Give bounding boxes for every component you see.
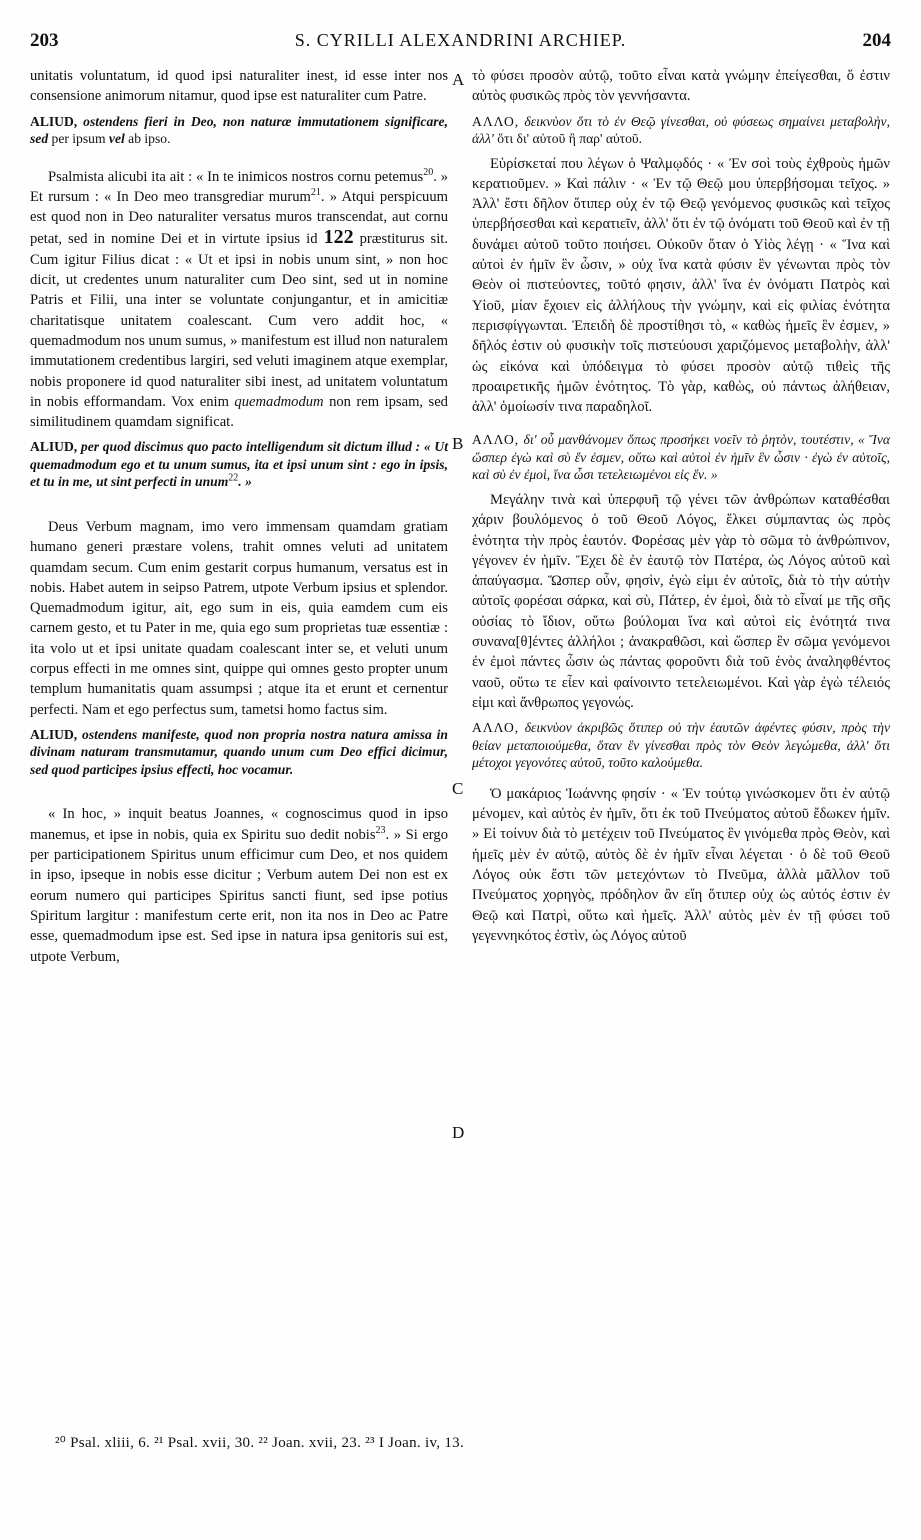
footnote-ref: 23 bbox=[375, 824, 386, 836]
latin-column bbox=[30, 66, 448, 967]
page-number-left: 203 bbox=[30, 30, 59, 51]
margin-marker-d: D bbox=[452, 1123, 465, 1142]
heading-keyword: ΑΛΛΟ, bbox=[472, 720, 520, 736]
latin-paragraph-3: « In hoc, » inquit beatus Joannes, « cognoscimus quod in ipso manemus, et ipse in nobis, quia ex Spiritu suo dedit nobis$^{23}$. » Si ergo per participationem Spiritus unum efficimur cum Deo, et nos quidem in ipso, ipseque in nobis esse dicitur ; Verbum autem Dei non est ex eorum numero qui participes Spiritus sancti fiunt, sed ipse potius Spiritum largitur : manifestum certe erit, non ita nos in Deo ac Patre esse, quemadmodum ipse est. Sed ipse in natura ipsa genitoris sui est, utpote Verbum, bbox=[30, 806, 448, 965]
greek-paragraph-3: Ὁ μακάριος Ἰωάννης φησίν · « Ἐν τούτῳ γινώσκομεν ὅτι ἐν αὐτῷ μένομεν, καὶ αὐτὸς ἐν ἡμῖν, ὅτι ἐκ τοῦ Πνεύματος αὐτοῦ ἔδωκεν ἡμῖν. » Εἰ τοίνυν διὰ τὸ μετέχειν τοῦ Πνεύματος ἓν γινόμεθα πρὸς Θεὸν, καὶ ἡμεῖς μὲν ἐν αὐτῷ, αὐτὸς δὲ ἐν ἡμῖν εἶναι λέγεται · ὁ δὲ τοῦ Θεοῦ Λόγος οὐκ ἔστι τῶν μετεχόντων τὸ Πνεῦμα, ἀλλὰ μᾶλλον τοῦ Πνεύματος χορηγὸς, πρόδηλον ἂν εἴη ὅτιπερ οὐχ ὡς αὐτός ἐστιν ἐν Θεῷ καὶ Πατρὶ, οὕτω καὶ ἡμεῖς. Ἀλλ' αὐτὸς μὲν ἐν τῇ φύσει τοῦ γεγεννηκότος ἐστὶν, ὡς Λόγος αὐτοῦ bbox=[472, 785, 890, 944]
greek-heading-3: ΑΛΛΟ, δεικνὺον ἀκριβῶς ὅτιπερ οὐ τὴν ἑαυτῶν ἀφέντες φύσιν, πρὸς τὴν θείαν μεταποιούμεθα, ὅταν ἓν γίνεσθαι πρὸς τὸν Θεὸν λεγώμεθα, ἀλλ' ὅτι μέτοχοι γεγονότες αὐτοῦ, τοῦτο καλούμεθα. bbox=[472, 720, 890, 771]
greek-heading-2: ΑΛΛΟ, δι' οὗ μανθάνομεν ὅπως προσήκει νοεῖν τὸ ῥητὸν, τουτέστιν, « Ἵνα ὥσπερ ἐγὼ καὶ σὺ ἕν ἐσμεν, οὕτω καὶ αὐτοὶ ἐν ἡμῖν ἓν ὦσιν · ἐγὼ ἐν αὐτοῖς, καὶ σὺ ἐν ἐμοὶ, ἵνα ὦσι τετελειωμένοι εἰς ἕν. » bbox=[472, 432, 890, 483]
footnote-ref: 22 bbox=[228, 472, 239, 484]
margin-marker-c: C bbox=[452, 779, 464, 798]
latin-heading-1: ALIUD, ostendens fieri in Deo, non naturæ immutationem significare, sed per ipsum vel ab ipso. bbox=[30, 113, 448, 147]
footnote-ref: 20 bbox=[423, 166, 434, 178]
greek-heading-1: ΑΛΛΟ, δεικνὺον ὅτι τὸ ἐν Θεῷ γίνεσθαι, οὐ φύσεως σημαίνει μεταβολὴν, ἀλλ' ὅτι δι' αὐτοῦ ἢ παρ' αὐτοῦ. bbox=[472, 113, 890, 147]
latin-paragraph-1: Psalmista alicubi ita ait : « In te inimicos nostros cornu petemus$^{20}$. » Et rursum : « In Deo meo transgrediar murum$^{21}$. » Atqui perspicuum est quod non in Deo naturaliter versatus muros transcendat, aut cornu petat, sed in nomine Dei et in virtute ipsius id 122 præstiturus sit. Cum igitur Filius dicat : « Ut et ipsi in nobis unum sint, » non hoc dicit, ut credentes unum naturaliter cum Deo sint, sed ut in nomine Patris et Filii, una inter se voluntate conjungantur, et in amicitiæ charitatisque unitatem coalescant. Cum vero addit hoc, « quemadmodum nos unum sumus, » manifestum est illud non naturalem immutationem credentibus largiri, sed veluti imaginem atque exemplar, nobis proponere id quod naturaliter sibi inest, ad unitatem voluntatum in nobis efformandam. Vox enim quemadmodum non rem ipsam, sed similitudinem quamdam significat. bbox=[30, 166, 449, 431]
footnote-ref: 21 bbox=[310, 187, 321, 199]
heading-keyword: ΑΛΛΟ, bbox=[472, 432, 520, 448]
latin-paragraph-0: unitatis voluntatum, id quod ipsi naturaliter inest, id esse inter nos consensione animorum nitamur, quod ipse est naturaliter cum Patre. bbox=[30, 68, 448, 105]
greek-column bbox=[472, 66, 890, 946]
footnotes: ²⁰ Psal. xliii, 6. ²¹ Psal. xvii, 30. ²² Joan. xvii, 23. ²³ I Joan. iv, 13. bbox=[55, 1435, 465, 1451]
greek-paragraph-2: Μεγάλην τινὰ καὶ ὑπερφυῆ τῷ γένει τῶν ἀνθρώπων καταθέσθαι χάριν βουλόμενος ὁ τοῦ Θεοῦ Λόγος, ἕλκει σύμπαντας ὡς πρὸς ἑνότητα τὴν πρὸς ἑαυτόν. Φορέσας μὲν γὰρ τὸ σῶμα τὸ ἀνθρώπινον, γέγονεν ἐν ἡμῖν. Ἔχει δὲ ἐν ἑαυτῷ τὸν Πατέρα, ὡς Λόγος αὐτοῦ καὶ ἀπαύγασμα. Ὥσπερ οὖν, φησὶν, ἐγὼ εἰμι ἐν αὐτοῖς, διὰ τὸ τὴν αὐτὴν αὐτοῖς φορέσαι σάρκα, καὶ σὺ, Πάτερ, ἐν ἐμοὶ, διὰ τὸ εἶναί με τῆς σῆς οὐσίας τὸ ἴδιον, οὕτω βούλομαι ἵνα καὶ αὐτοὶ εἰς ἑνότητά τινα συνανα[θ]έντες ἀλλήλοι ; ἀνακραθῶσι, καὶ ὥσπερ ἓν σῶμα γενόμενοι ἐν ἐμοὶ πάντες ὦσιν ὡς πάντας φοροῦντι διὰ τοῦ ἑνὸς ἀναληφθέντος ναοῦ, οὕτω τε εἶεν καὶ φαίνοιντο τετελειωμένοι. Καὶ γὰρ ἐγὼ τέλειός εἰμι καὶ ἄνθρωπος γεγονώς. bbox=[472, 491, 890, 711]
heading-keyword: ALIUD, bbox=[30, 439, 78, 455]
margin-marker-b: B bbox=[452, 434, 464, 453]
heading-keyword: ALIUD, bbox=[30, 726, 78, 742]
latin-heading-2: ALIUD, per quod discimus quo pacto intelligendum sit dictum illud : « Ut quemadmodum ego et tu unum sumus, ita et ipsi unum sint : ego in ipsis, et tu in me, ut sint perfecti in unum$^{22}$. » bbox=[30, 439, 448, 490]
heading-keyword: ALIUD, bbox=[30, 113, 78, 129]
running-title: S. CYRILLI ALEXANDRINI ARCHIEP. bbox=[294, 30, 627, 50]
column-number: 122 bbox=[323, 226, 354, 249]
page-number-right: 204 bbox=[862, 30, 891, 51]
heading-keyword: ΑΛΛΟ, bbox=[472, 113, 520, 129]
greek-paragraph-0: τὸ φύσει προσὸν αὐτῷ, τοῦτο εἶναι κατὰ γνώμην ἐπείγεσθαι, ὅ ἐστιν αὐτὸς φυσικῶς πρὸς τὸν γεννήσαντα. bbox=[472, 68, 890, 105]
latin-paragraph-2: Deus Verbum magnam, imo vero immensam quamdam gratiam humano generi præstare volens, trahit omnes veluti ad unitatem quamdam secum. Cum enim gestarit corpus humanum, versatus est in nobis. Habet autem in seipso Patrem, utpote Verbum ipsius et splendor. Quemadmodum igitur, ait, ego sum in eis, quia eamdem cum eis carnem gesto, et tu Pater in me, quia ego sum proprietas tuæ essentiæ : ita volo ut et ipsi unitate quadam coalescant inter se, et veluti unum corpus effecti in me omnes sint, quippe qui omnes gesto propter unum templum humanitatis quam assumpsi ; atque ita et erunt et cernentur perfecti. Nam et ego perfectus sum, tametsi homo factus sim. bbox=[30, 518, 448, 718]
greek-paragraph-1: Εὑρίσκεταί που λέγων ὁ Ψαλμῳδός · « Ἐν σοὶ τοὺς ἐχθροὺς ἡμῶν κερατιοῦμεν. » Καὶ πάλιν · « Ἐν τῷ Θεῷ μου ὑπερβήσομαι τεῖχος. » Ἀλλ' ἔστι δῆλον ὅτιπερ οὐχ ἐν τῷ Θεῷ γενόμενος φυσικῶς καὶ τεῖχος ὑπερβήσεσθαι καὶ κερατιεῖν, ἀλλ' ὅτι ἐν τῷ ὀνόματι τοῦ Θεοῦ καὶ ἐν τῇ δυνάμει αὐτοῦ τοῦτο ποιήσει. Οὐκοῦν ὅταν ὁ Υἱὸς λέγῃ · « Ἵνα καὶ αὐτοὶ ἐν ἡμῖν ἓν ὦσιν, » οὐχ ἵνα κατὰ φύσιν ἓν γένωνται πρὸς τὸν Θεὸν οἱ πιστεύοντες, τοῦτό φησιν, ἀλλ' ἵνα ἐν ὀνόματι Πατρὸς καὶ Υἱοῦ, μίαν ἔχοιεν εἰς ἀλλήλους τὴν γνώμην, καὶ εἰς φιλίας ἑνότητα περισφίγγωνται. Ἐπειδὴ δὲ προστίθησι τὸ, « καθὼς ἡμεῖς ἓν ἐσμεν, » δῆλός ἐστιν οὐ φυσικὴν τοῖς πιστεύουσι χαριζόμενος μεταβολὴν, ἀλλ' ὡς εἰκόνα καὶ ὑπόδειγμα τὸ φύσει προσὸν αὐτῷ τιθεὶς τῆς προαιρετικῆς ἡμῶν ἑνότητος. Τὸ γὰρ, καθὼς, οὐ πάντως ἀλήθειαν, ἀλλ' ὁμοίωσίν τινα παραδηλοῖ. bbox=[472, 155, 890, 416]
page-header bbox=[30, 30, 891, 56]
margin-marker-a: A bbox=[452, 70, 465, 89]
latin-heading-3: ALIUD, ostendens manifeste, quod non propria nostra natura amissa in divinam naturam transmutamur, quando unum cum Deo effici dicimur, sed quod participes ipsius effecti, hoc vocamur. bbox=[30, 726, 448, 777]
